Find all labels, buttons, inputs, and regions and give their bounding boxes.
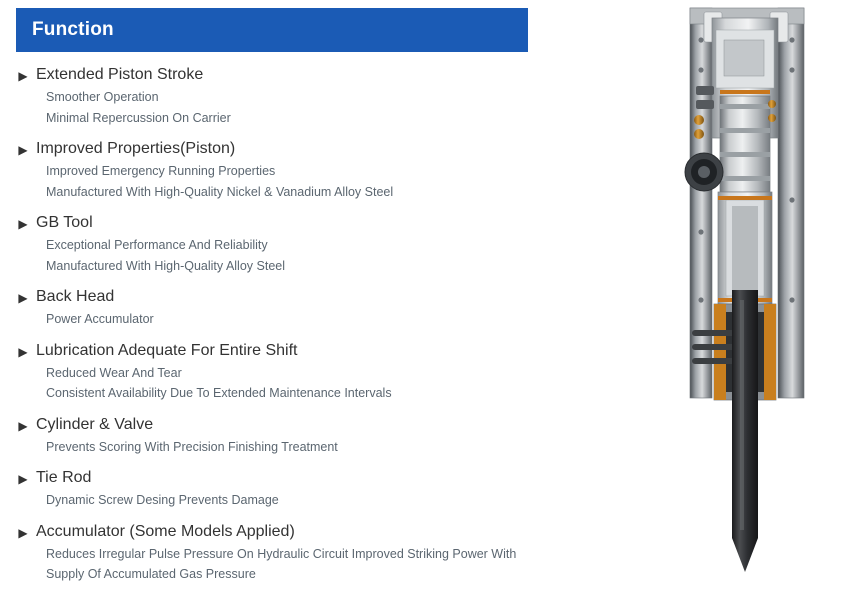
feature-detail: Supply Of Accumulated Gas Pressure — [46, 567, 256, 581]
triangle-right-icon: ▶ — [18, 344, 28, 359]
feature-detail: Power Accumulator — [46, 312, 154, 326]
feature-title: Accumulator (Some Models Applied) — [36, 522, 295, 540]
feature-title: Improved Properties(Piston) — [36, 140, 236, 157]
list-item — [16, 212, 536, 276]
triangle-right-icon: ▶ — [18, 143, 28, 157]
triangle-right-icon: ▶ — [18, 472, 28, 486]
list-item — [16, 521, 536, 585]
triangle-right-icon: ▶ — [18, 69, 28, 83]
feature-detail-list — [16, 438, 536, 458]
feature-detail-list — [16, 491, 536, 511]
feature-detail-list — [16, 162, 536, 202]
list-item — [16, 467, 536, 511]
list-item — [16, 286, 536, 330]
feature-detail: Minimal Repercussion On Carrier — [46, 110, 231, 125]
feature-detail: Manufactured With High-Quality Nickel & Vanadium Alloy Steel — [46, 184, 394, 199]
function-content-column — [16, 8, 536, 595]
feature-title-row — [16, 212, 536, 235]
triangle-right-icon: ▶ — [18, 525, 28, 540]
feature-detail: Reduced Wear And Tear — [46, 365, 182, 380]
list-item — [16, 340, 536, 404]
feature-title-row — [16, 64, 536, 87]
triangle-right-icon: ▶ — [18, 291, 28, 305]
feature-detail: Reduces Irregular Pulse Pressure On Hydraulic Circuit Improved Striking Power With — [46, 546, 517, 561]
feature-title-row — [16, 467, 536, 490]
feature-detail: Prevents Scoring With Precision Finishing Treatment — [46, 439, 338, 454]
feature-detail: Dynamic Screw Desing Prevents Damage — [46, 493, 279, 507]
feature-title-row — [16, 340, 536, 363]
feature-detail: Exceptional Performance And Reliability — [46, 238, 268, 252]
feature-detail-list — [16, 545, 536, 585]
feature-detail-list — [16, 88, 536, 128]
list-item — [16, 138, 536, 202]
feature-title: Back Head — [36, 288, 115, 305]
feature-detail: Improved Emergency Running Properties — [46, 164, 276, 178]
feature-detail: Consistent Availability Due To Extended Maintenance Intervals — [46, 386, 392, 400]
list-item — [16, 414, 536, 458]
triangle-right-icon: ▶ — [18, 418, 28, 433]
triangle-right-icon: ▶ — [18, 217, 28, 231]
feature-title-row — [16, 414, 536, 437]
page-title: Function — [16, 8, 528, 52]
feature-detail: Smoother Operation — [46, 90, 159, 104]
feature-title: GB Tool — [36, 214, 93, 231]
feature-title: Extended Piston Stroke — [36, 66, 204, 83]
feature-detail-list — [16, 364, 536, 404]
feature-title-row — [16, 138, 536, 161]
feature-title: Cylinder & Valve — [36, 415, 154, 433]
feature-title: Lubrication Adequate For Entire Shift — [36, 341, 298, 359]
feature-detail: Manufactured With High-Quality Alloy Steel — [46, 258, 285, 273]
list-item — [16, 64, 536, 128]
feature-title: Tie Rod — [36, 469, 92, 486]
feature-detail-list — [16, 236, 536, 276]
feature-title-row — [16, 521, 536, 544]
hydraulic-breaker-cutaway-image — [666, 0, 846, 574]
feature-title-row — [16, 286, 536, 309]
feature-detail-list — [16, 310, 536, 330]
feature-list — [16, 64, 536, 585]
